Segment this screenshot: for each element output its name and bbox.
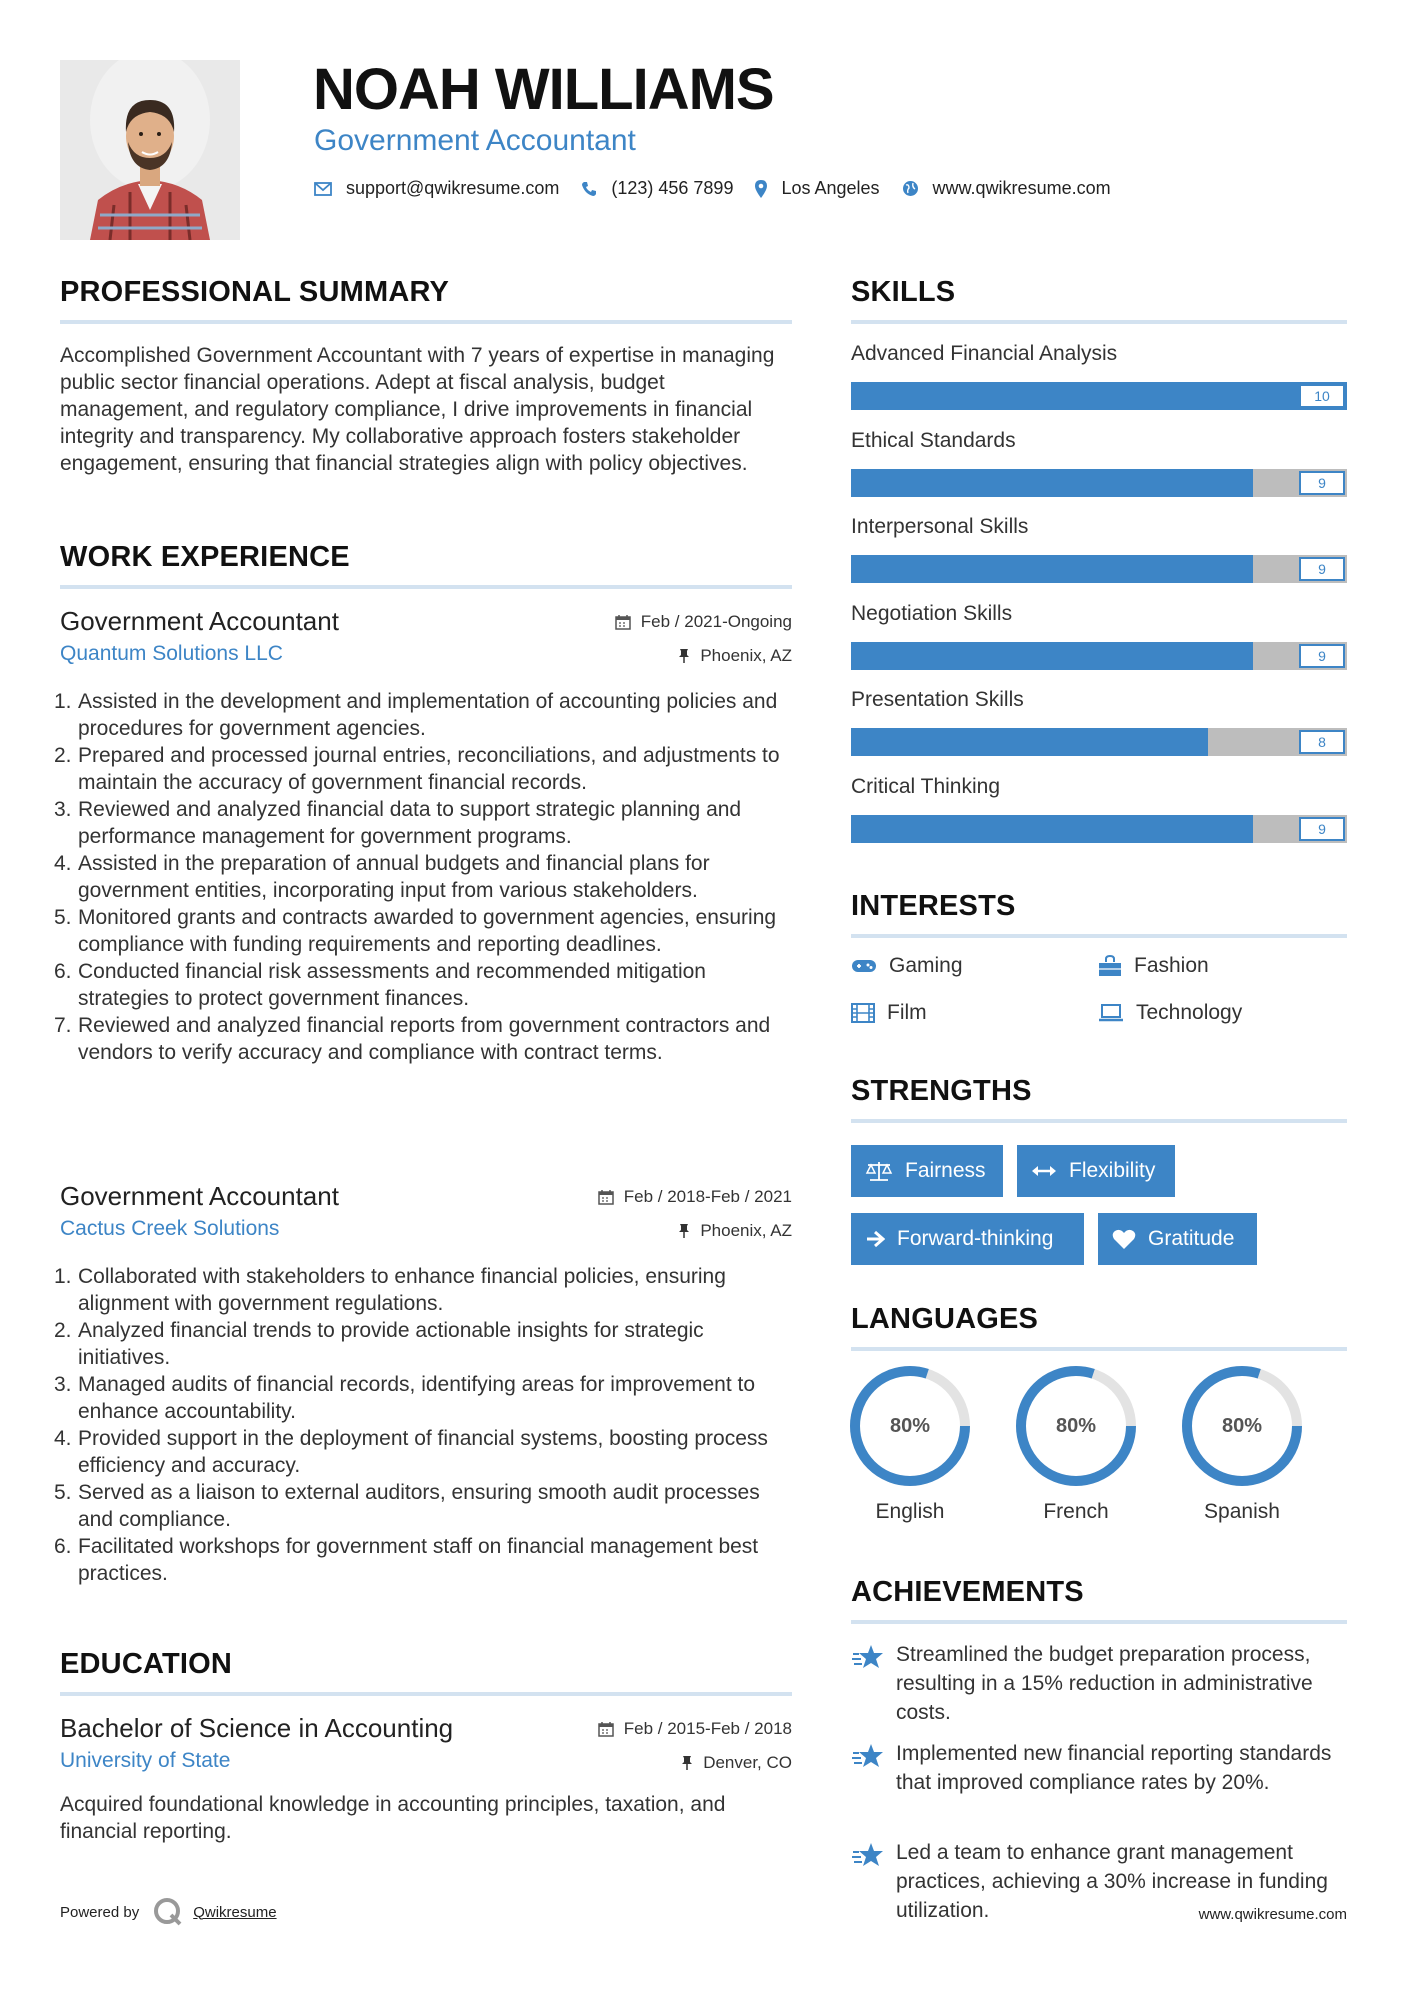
- list-item-text: Provided support in the deployment of financial systems, boosting process efficiency and accuracy.: [78, 1427, 768, 1477]
- skill-bar: [851, 728, 1347, 756]
- education-date: [598, 1719, 792, 1739]
- skill-label: Critical Thinking: [851, 774, 1000, 798]
- language-item: [1180, 1364, 1304, 1534]
- skill-label: Ethical Standards: [851, 428, 1016, 452]
- list-item: 5. Monitored grants and contracts awarded to government agencies, ensuring compliance with funding requirements and reporting deadlines.: [54, 906, 777, 956]
- contact-bar: [314, 178, 1133, 199]
- education-date-text: Feb / 2015-Feb / 2018: [623, 1719, 792, 1738]
- skill-label: Presentation Skills: [851, 688, 1024, 711]
- job-entry-2: [54, 1181, 792, 1601]
- achievements-heading: ACHIEVEMENTS: [851, 1576, 1084, 1608]
- job-company: Quantum Solutions LLC: [60, 642, 283, 665]
- skill-bar: [851, 382, 1347, 410]
- language-name: Spanish: [1204, 1500, 1280, 1523]
- list-item-text: Managed audits of financial records, identifying areas for improvement to enhance accountability.: [78, 1373, 756, 1423]
- list-item: 4. Provided support in the deployment of financial systems, boosting process efficiency and accuracy.: [54, 1427, 768, 1477]
- education-description: Acquired foundational knowledge in accounting principles, taxation, and financial reporting.: [60, 1793, 726, 1843]
- interest-label: Gaming: [889, 954, 963, 977]
- skill-value: 8: [1299, 730, 1345, 754]
- list-item-text: Served as a liaison to external auditors, ensuring smooth audit processes and compliance.: [78, 1481, 760, 1531]
- list-item-text: Analyzed financial trends to provide actionable insights for strategic initiatives.: [78, 1319, 704, 1369]
- list-item-text: Assisted in the preparation of annual budgets and financial plans for government entities, incorporating input from various stakeholders.: [78, 852, 710, 902]
- achievement-text: Led a team to enhance grant management practices, achieving a 30% increase in funding utilization.: [896, 1841, 1328, 1922]
- strengths-heading: STRENGTHS: [851, 1075, 1032, 1107]
- achievement-text: Implemented new financial reporting standards that improved compliance rates by 20%.: [896, 1742, 1332, 1794]
- map-marker-icon: [755, 180, 767, 198]
- skills-divider: [851, 320, 1347, 324]
- list-item: 2. Analyzed financial trends to provide actionable insights for strategic initiatives.: [54, 1319, 704, 1369]
- list-item-text: Monitored grants and contracts awarded to government agencies, ensuring compliance with funding requirements and reporting deadlines.: [78, 906, 777, 956]
- qwikresume-link[interactable]: Qwikresume: [193, 1903, 277, 1921]
- list-item-text: Prepared and processed journal entries, reconciliations, and adjustments to maintain the accuracy of government financial records.: [78, 744, 780, 794]
- education-school: University of State: [60, 1749, 231, 1772]
- skill-bar-fill: [851, 555, 1253, 583]
- list-item-text: Collaborated with stakeholders to enhance financial policies, ensuring alignment with government regulations.: [78, 1265, 726, 1315]
- job-location: [678, 1221, 792, 1241]
- education-divider: [60, 1692, 792, 1696]
- skill-bar: [851, 469, 1347, 497]
- language-name: English: [875, 1500, 945, 1523]
- languages-heading: LANGUAGES: [851, 1303, 1039, 1335]
- interest-label: Film: [887, 1001, 927, 1024]
- globe-icon: [902, 180, 919, 197]
- powered-by-label: Powered by: [60, 1903, 140, 1921]
- pushpin-icon: [678, 648, 690, 664]
- strength-label: Gratitude: [1148, 1227, 1235, 1250]
- footer-powered-by: [60, 1897, 277, 1927]
- pushpin-icon: [681, 1755, 693, 1771]
- strengths-divider: [851, 1119, 1347, 1123]
- interests-heading: INTERESTS: [851, 890, 1016, 922]
- job-role: Government Accountant: [60, 1181, 339, 1211]
- shooting-star-icon: [851, 1741, 885, 1771]
- list-item-text: Reviewed and analyzed financial data to support strategic planning and performance management for government programs.: [78, 798, 742, 848]
- interest-fashion: [1098, 954, 1209, 978]
- shooting-star-icon: [851, 1840, 885, 1870]
- skill-bar-fill: [851, 469, 1253, 497]
- language-percent: 80%: [1221, 1415, 1263, 1437]
- achievement-text: Streamlined the budget preparation process, resulting in a 15% reduction in administrative costs.: [896, 1643, 1313, 1724]
- strength-label: Flexibility: [1069, 1159, 1156, 1182]
- job-date-text: Feb / 2021-Ongoing: [640, 612, 792, 631]
- skill-bar-fill: [851, 382, 1347, 410]
- strength-label: Fairness: [905, 1159, 986, 1182]
- contact-website[interactable]: [902, 178, 1111, 199]
- summary-heading: PROFESSIONAL SUMMARY: [60, 276, 450, 308]
- list-item: 6. Facilitated workshops for government staff on financial management best practices.: [54, 1535, 759, 1585]
- skill-value: 9: [1299, 817, 1345, 841]
- heart-icon: [1112, 1228, 1136, 1250]
- education-entry: [60, 1713, 792, 1853]
- job-role: Government Accountant: [60, 606, 339, 636]
- interest-film: [851, 1001, 927, 1025]
- skill-bar: [851, 642, 1347, 670]
- envelope-icon: [314, 182, 332, 196]
- list-item-text: Assisted in the development and implementation of accounting policies and procedures for government agencies.: [78, 690, 778, 740]
- education-location: [681, 1753, 792, 1773]
- language-percent: 80%: [1055, 1415, 1097, 1437]
- interest-label: Technology: [1136, 1001, 1243, 1024]
- job-entry-1: [54, 606, 792, 1146]
- pushpin-icon: [678, 1223, 690, 1239]
- job-duties-list: [54, 1263, 792, 1587]
- languages-divider: [851, 1347, 1347, 1351]
- shooting-star-icon: [851, 1642, 885, 1672]
- contact-email[interactable]: [314, 178, 559, 199]
- contact-phone-text: (123) 456 7899: [611, 178, 734, 198]
- qwikresume-logo-icon: [153, 1897, 183, 1927]
- strength-label: Forward-thinking: [897, 1227, 1054, 1250]
- job-location-text: Phoenix, AZ: [700, 646, 792, 665]
- candidate-title: Government Accountant: [314, 124, 636, 157]
- job-date: [598, 1187, 792, 1207]
- education-heading: EDUCATION: [60, 1648, 233, 1680]
- skill-bar-fill: [851, 642, 1253, 670]
- job-company: Cactus Creek Solutions: [60, 1217, 280, 1240]
- experience-heading: WORK EXPERIENCE: [60, 541, 350, 573]
- list-item-text: Reviewed and analyzed financial reports from government contractors and vendors to verify accuracy and compliance with contract terms.: [78, 1014, 771, 1064]
- list-item: 7. Reviewed and analyzed financial reports from government contractors and vendors to verify accuracy and compliance with contract terms.: [54, 1014, 771, 1064]
- job-date: [615, 612, 792, 632]
- candidate-name: NOAH WILLIAMS: [313, 57, 774, 122]
- education-location-text: Denver, CO: [703, 1753, 792, 1772]
- skill-bar-fill: [851, 728, 1208, 756]
- job-date-text: Feb / 2018-Feb / 2021: [623, 1187, 792, 1206]
- interest-technology: [1098, 1001, 1242, 1025]
- achievement-item: [851, 1739, 1347, 1831]
- profile-photo-image: [60, 60, 240, 240]
- skill-label: Advanced Financial Analysis: [851, 342, 1118, 365]
- calendar-icon: [598, 1721, 614, 1737]
- arrow-right-icon: [865, 1230, 885, 1248]
- summary-divider: [60, 320, 792, 324]
- strength-fairness: [851, 1145, 1003, 1197]
- skill-value: 10: [1299, 384, 1345, 408]
- list-item-text: Conducted financial risk assessments and recommended mitigation strategies to protect government finances.: [78, 960, 706, 1010]
- job-location: [678, 646, 792, 666]
- list-item: 6. Conducted financial risk assessments and recommended mitigation strategies to protect government finances.: [54, 960, 706, 1010]
- balance-scale-icon: [865, 1160, 893, 1182]
- language-item: [848, 1364, 972, 1534]
- list-item-text: Facilitated workshops for government staff on financial management best practices.: [78, 1535, 759, 1585]
- footer-website[interactable]: www.qwikresume.com: [1198, 1906, 1347, 1923]
- skill-label: Negotiation Skills: [851, 601, 1013, 625]
- strength-gratitude: [1098, 1213, 1257, 1265]
- arrows-horizontal-icon: [1031, 1164, 1057, 1178]
- language-item: [1014, 1364, 1138, 1534]
- gamepad-icon: [851, 958, 877, 974]
- skill-value: 9: [1299, 557, 1345, 581]
- skill-label: Interpersonal Skills: [851, 515, 1029, 538]
- list-item: 3. Managed audits of financial records, identifying areas for improvement to enhance accountability.: [54, 1373, 756, 1423]
- skill-bar: [851, 815, 1347, 843]
- contact-phone[interactable]: [581, 178, 733, 199]
- job-duties-list: [54, 688, 792, 1066]
- list-item: 2. Prepared and processed journal entries, reconciliations, and adjustments to maintain the accuracy of government financial records.: [54, 744, 780, 794]
- strength-forward-thinking: [851, 1213, 1084, 1265]
- shopping-bag-icon: [1098, 955, 1122, 977]
- list-item: 4. Assisted in the preparation of annual budgets and financial plans for government entities, incorporating input from various stakeholders.: [54, 852, 710, 902]
- phone-icon: [581, 181, 597, 197]
- list-item: 3. Reviewed and analyzed financial data to support strategic planning and performance management for government programs.: [54, 798, 742, 848]
- skills-heading: SKILLS: [851, 276, 956, 308]
- experience-divider: [60, 585, 792, 589]
- education-degree: Bachelor of Science in Accounting: [60, 1713, 454, 1743]
- language-percent: 80%: [889, 1415, 931, 1437]
- skill-value: 9: [1299, 644, 1345, 668]
- film-icon: [851, 1003, 875, 1023]
- strength-flexibility: [1017, 1145, 1175, 1197]
- contact-location: [755, 178, 879, 199]
- contact-email-text: support@qwikresume.com: [346, 178, 560, 198]
- language-name: French: [1043, 1500, 1109, 1523]
- skill-bar: [851, 555, 1347, 583]
- interest-gaming: [851, 954, 963, 978]
- job-location-text: Phoenix, AZ: [700, 1221, 792, 1240]
- list-item: 5. Served as a liaison to external auditors, ensuring smooth audit processes and compliance.: [54, 1481, 760, 1531]
- list-item: 1. Assisted in the development and implementation of accounting policies and procedures for government agencies.: [54, 690, 778, 740]
- interest-label: Fashion: [1134, 954, 1209, 977]
- contact-website-text: www.qwikresume.com: [932, 178, 1111, 198]
- skill-value: 9: [1299, 471, 1345, 495]
- achievements-divider: [851, 1620, 1347, 1624]
- skill-bar-fill: [851, 815, 1253, 843]
- summary-text: Accomplished Government Accountant with 7 years of expertise in managing public sector financial operations. Adept at fiscal analysis, budget management, and regulatory compliance, I drive improvements in financial integrity and transparency. My collaborative approach fosters stakeholder engagement, ensuring that financial strategies align with policy objectives.: [60, 344, 775, 475]
- achievement-item: [851, 1640, 1347, 1732]
- profile-photo: [60, 60, 240, 240]
- interests-divider: [851, 934, 1347, 938]
- calendar-icon: [615, 614, 631, 630]
- calendar-icon: [598, 1189, 614, 1205]
- laptop-icon: [1098, 1004, 1124, 1022]
- contact-location-text: Los Angeles: [781, 178, 880, 198]
- list-item: 1. Collaborated with stakeholders to enhance financial policies, ensuring alignment with government regulations.: [54, 1265, 726, 1315]
